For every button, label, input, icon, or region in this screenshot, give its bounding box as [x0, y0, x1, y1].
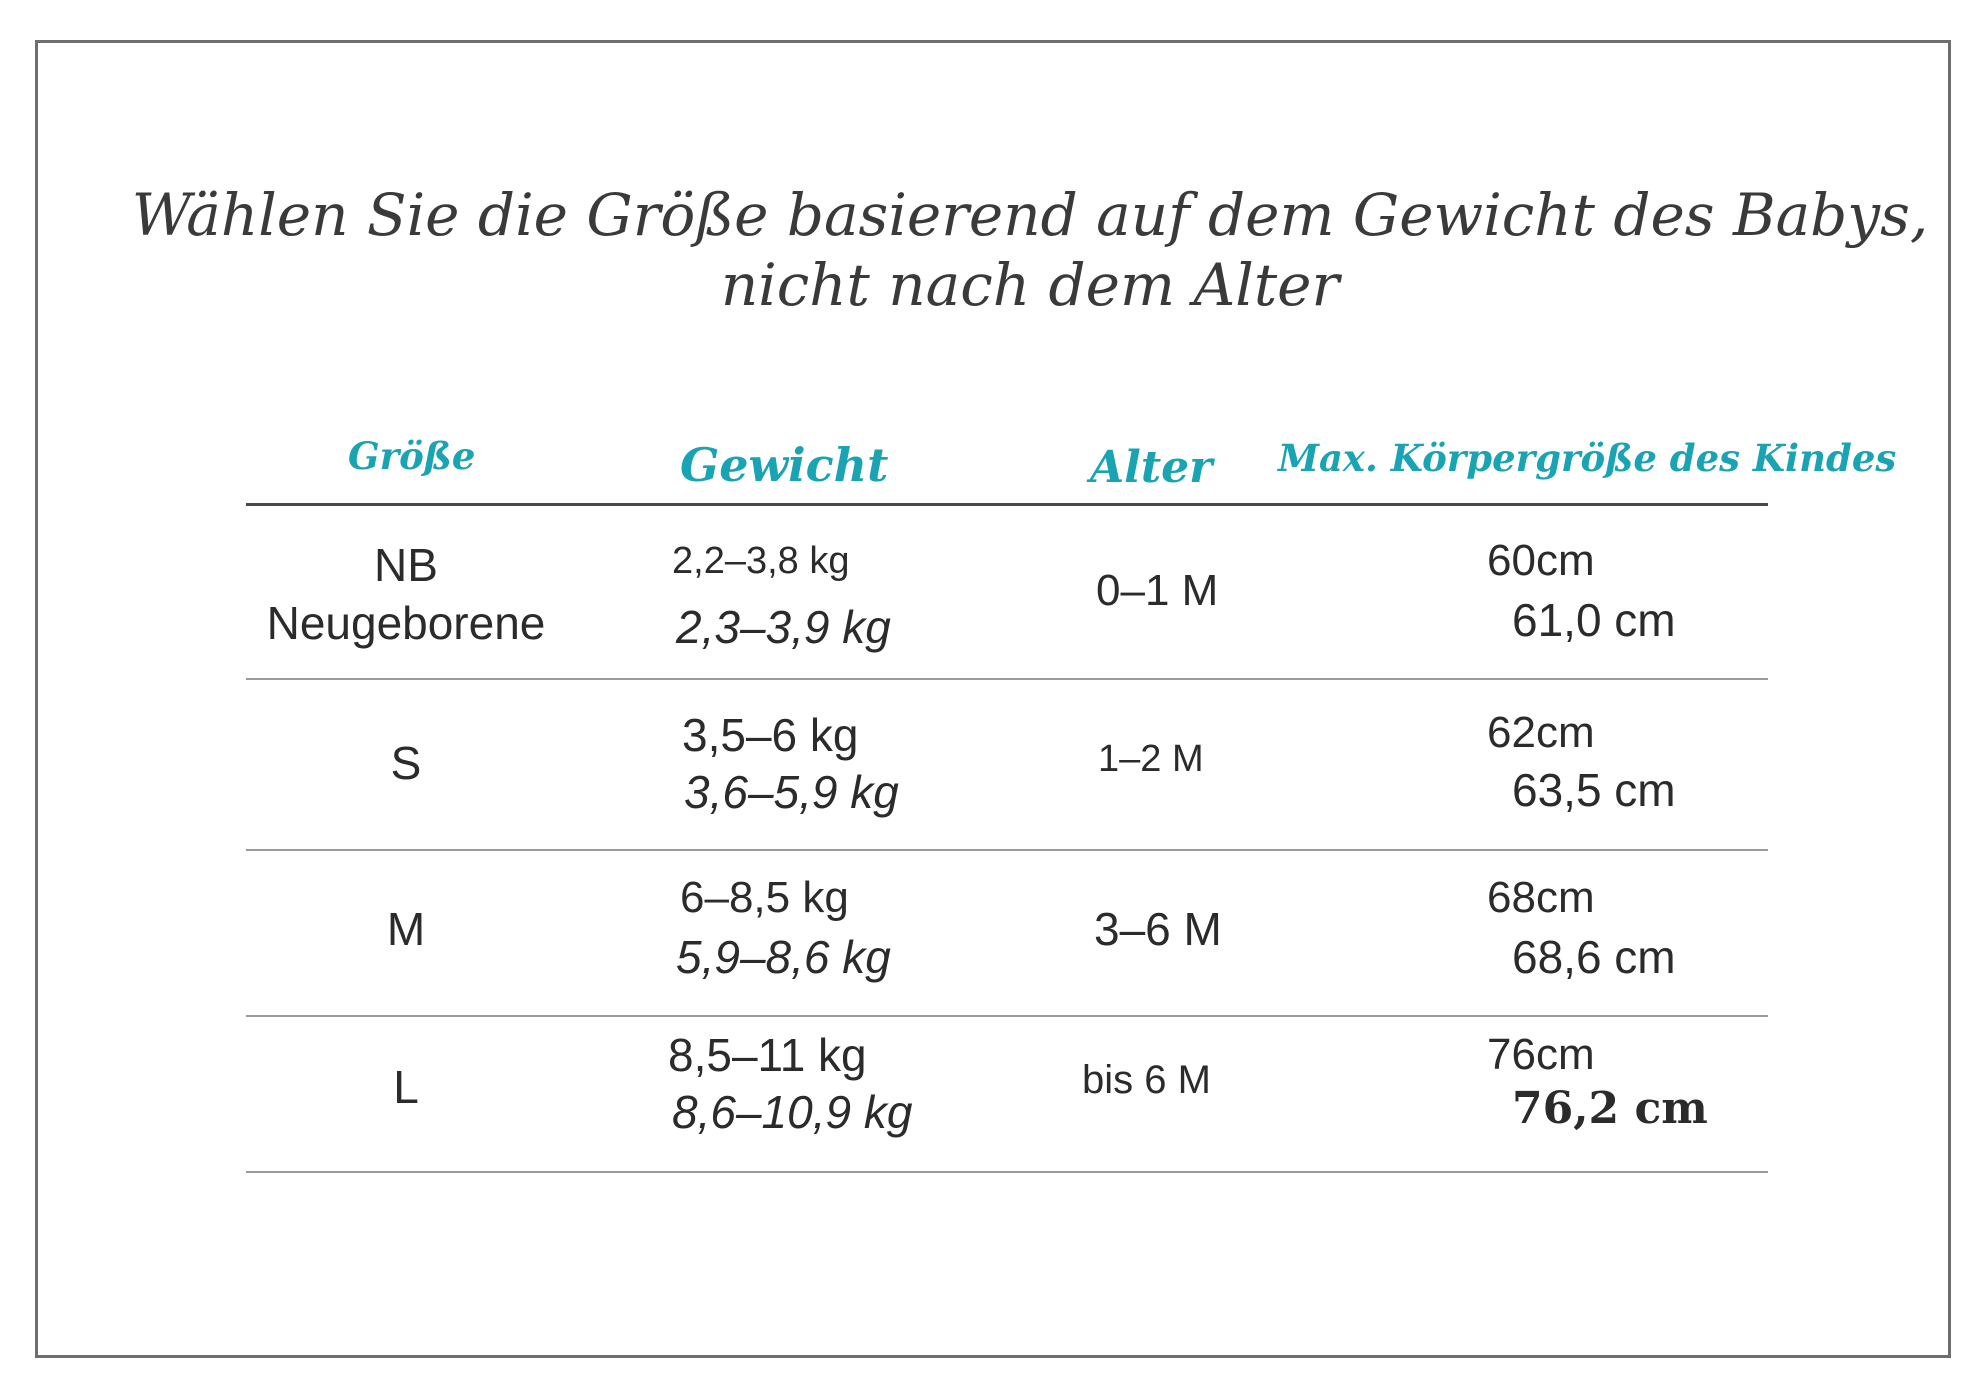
row-l-size: L [393, 1061, 419, 1113]
row-m-height-secondary: 68,6 cm [1512, 931, 1676, 983]
row-s-age: 1–2 M [1098, 738, 1204, 780]
row-m-age: 3–6 M [1094, 903, 1222, 955]
row-l-weight-primary: 8,5–11 kg [668, 1029, 867, 1081]
row-nb-height-secondary: 61,0 cm [1512, 594, 1676, 646]
row-l-height-primary: 76cm [1487, 1030, 1595, 1079]
size-code: NB [374, 539, 438, 591]
row-s-height-secondary: 63,5 cm [1512, 764, 1676, 816]
header-height: Max. Körpergröße des Kindes [1278, 436, 1897, 480]
row-s-weight-primary: 3,5–6 kg [682, 709, 859, 761]
row-l-weight-secondary: 8,6–10,9 kg [672, 1086, 913, 1138]
row-s-weight-secondary: 3,6–5,9 kg [684, 766, 899, 818]
size-label: Neugeborene [266, 597, 546, 649]
row-nb-weight-primary: 2,2–3,8 kg [672, 540, 850, 582]
row-divider [246, 678, 1768, 680]
header-size: Größe [348, 434, 476, 478]
row-divider [246, 849, 1768, 851]
row-l-age: bis 6 M [1082, 1058, 1211, 1102]
row-l-height-secondary: 76,2 cm [1512, 1083, 1708, 1134]
row-m-weight-primary: 6–8,5 kg [680, 873, 849, 922]
row-s-size: S [390, 737, 422, 789]
row-nb-height-primary: 60cm [1487, 536, 1595, 585]
header-weight: Gewicht [680, 438, 889, 492]
page-title: Wählen Sie die Größe basierend auf dem Gewicht des Babys, nicht nach dem Alter [131, 181, 1929, 319]
row-nb-age: 0–1 M [1096, 566, 1219, 615]
row-m-height-primary: 68cm [1487, 873, 1595, 922]
header-divider [246, 503, 1768, 506]
row-m-weight-secondary: 5,9–8,6 kg [676, 931, 891, 983]
header-age: Alter [1090, 442, 1213, 493]
row-nb-size [246, 536, 566, 652]
row-divider [246, 1015, 1768, 1017]
row-divider [246, 1171, 1768, 1173]
row-nb-weight-secondary: 2,3–3,9 kg [676, 601, 891, 653]
row-s-height-primary: 62cm [1487, 708, 1595, 757]
row-m-size: M [386, 903, 426, 955]
